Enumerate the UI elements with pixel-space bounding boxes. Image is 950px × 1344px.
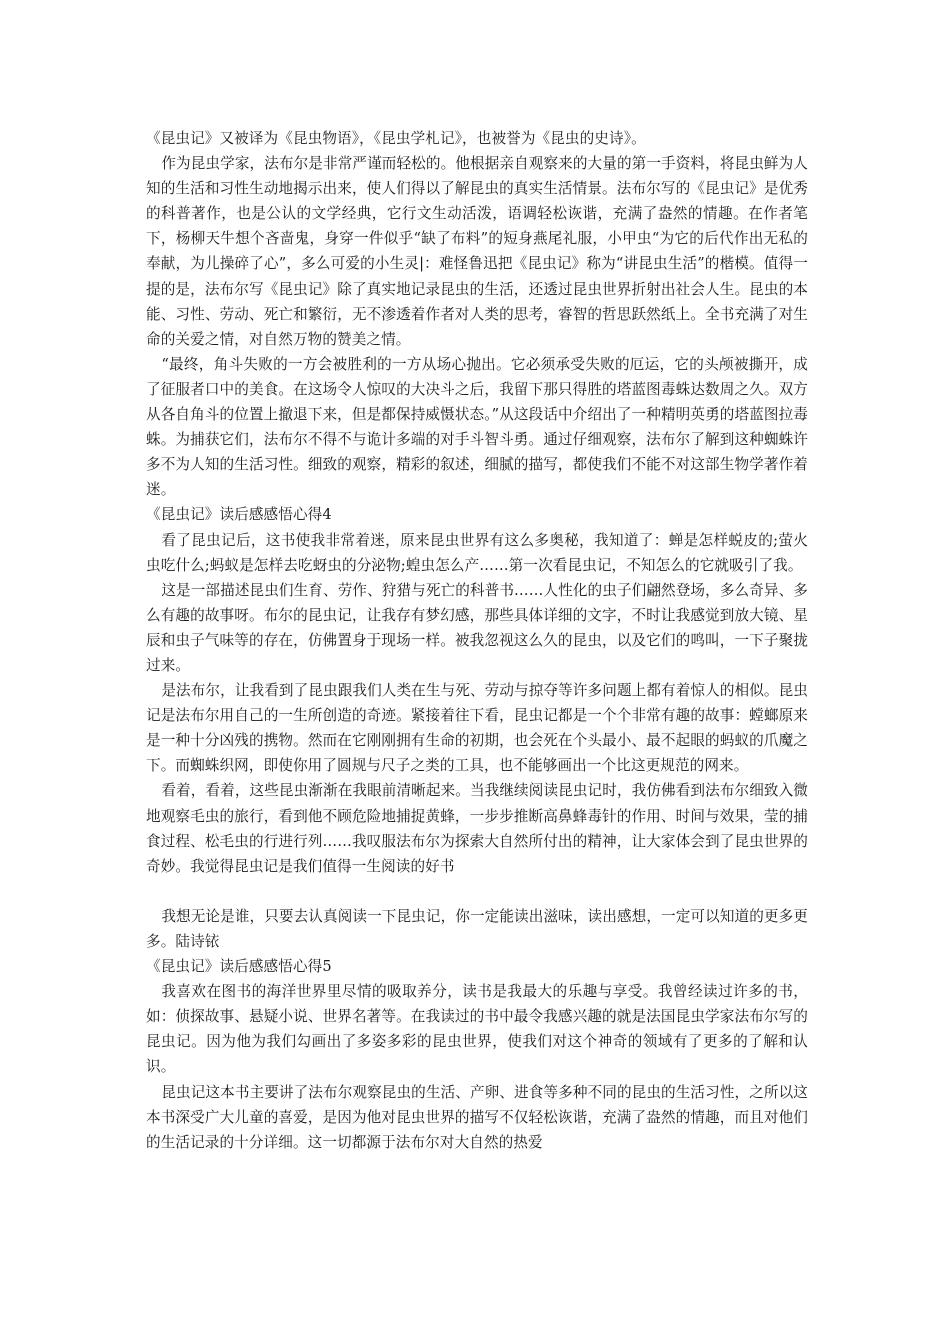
paragraph-tarantula-quote: “最终，角斗失败的一方会被胜利的一方从场心抛出。它必须承受失败的厄运，它的头颅被撕开，成了征服者口中的美食。在这场令人惊叹的大决斗之后，我留下那只得胜的塔蓝图毒蛛达数周之久。双方从各自角斗的位置上撤退下来，但是都保持威慑状态。”从这段话中介绍出了一种精明英勇的塔蓝图拉毒蛛。为捕获它们，法布尔不得不与诡计多端的对手斗智斗勇。通过仔细观察，法布尔了解到这种蜘蛛许多不为人知的生活习性。细致的观察，精彩的叙述，细腻的描写，都使我们不能不对这部生物学著作着迷。 <box>146 355 808 499</box>
paragraph-conclusion-4: 我想无论是谁，只要去认真阅读一下昆虫记，你一定能读出滋味，读出感想，一定可以知道的更多更多。陆诗铱 <box>146 907 808 950</box>
paragraph-fabre-similarity: 是法布尔，让我看到了昆虫跟我们人类在生与死、劳动与掠夺等许多问题上都有着惊人的相似。昆虫记是法布尔用自己的一生所创造的奇迹。紧接着往下看，昆虫记都是一个个非常有趣的故事：螳螂原来是一种十分凶残的携物。然而在它刚刚拥有生命的初期，也会死在个头最小、最不起眼的蚂蚁的爪魔之下。而蜘蛛织网，即使你用了圆规与尺子之类的工具，也不能够画出一个比这更规范的网来。 <box>146 682 808 775</box>
paragraph-science-book: 这是一部描述昆虫们生育、劳作、狩猎与死亡的科普书……人性化的虫子们翩然登场，多么奇异、多么有趣的故事呀。布尔的昆虫记，让我存有梦幻感，那些具体详细的文字，不时让我感觉到放大镜、星辰和虫子气味等的存在，仿佛置身于现场一样。被我忽视这么久的昆虫，以及它们的鸣叫，一下子聚拢过来。 <box>146 581 808 674</box>
paragraph-watching-insects: 看着，看着，这些昆虫渐渐在我眼前清晰起来。当我继续阅读昆虫记时，我仿佛看到法布尔细致入微地观察毛虫的旅行，看到他不顾危险地捕捉黄蜂，一步步推断高鼻蜂毒针的作用、时间与效果，莹的捕食过程、松毛虫的行进行列……我叹服法布尔为探索大自然所付出的精神，让大家体会到了昆虫世界的奇妙。我觉得昆虫记是我们值得一生阅读的好书 <box>146 782 808 875</box>
section-heading-5: 《昆虫记》读后感感悟心得5 <box>146 958 332 976</box>
paragraph-reading-fascination: 看了昆虫记后，这书使我非常着迷，原来昆虫世界有这么多奥秘，我知道了：蝉是怎样蜕皮的;萤火虫吃什么;蚂蚁是怎样去吃蚜虫的分泌物;蝗虫怎么产……第一次看昆虫记，不知怎么的它就吸引了我。 <box>146 531 808 574</box>
document-body <box>146 126 808 1155</box>
paragraph-love-reading: 我喜欢在图书的海洋世界里尽情的吸取养分，读书是我最大的乐趣与享受。我曾经读过许多的书，如：侦探故事、悬疑小说、世界名著等。在我读过的书中最令我感兴趣的就是法国昆虫学家法布尔写的昆虫记。因为他为我们勾画出了多姿多彩的昆虫世界，使我们对这个神奇的领域有了更多的了解和认识。 <box>146 983 808 1076</box>
paragraph-book-summary: 昆虫记这本书主要讲了法布尔观察昆虫的生活、产卵、进食等多种不同的昆虫的生活习性，之所以这本书深受广大儿童的喜爱，是因为他对昆虫世界的描写不仅轻松诙谐，充满了盎然的情趣，而且对他们的生活记录的十分详细。这一切都源于法布尔对大自然的热爱 <box>146 1083 808 1151</box>
paragraph-intro: 《昆虫记》又被译为《昆虫物语》，《昆虫学札记》，也被誉为《昆虫的史诗》。 <box>146 130 646 147</box>
section-heading-4: 《昆虫记》读后感感悟心得4 <box>146 506 332 524</box>
blank-line <box>146 879 808 904</box>
paragraph-author-style: 作为昆虫学家，法布尔是非常严谨而轻松的。他根据亲自观察来的大量的第一手资料，将昆虫鲜为人知的生活和习性生动地揭示出来，使人们得以了解昆虫的真实生活情景。法布尔写的《昆虫记》是优秀的科普著作，也是公认的文学经典，它行文生动活泼，语调轻松诙谐，充满了盎然的情趣。在作者笔下，杨柳天牛想个吝啬鬼，身穿一件似乎“缺了布料”的短身燕尾礼服，小甲虫“为它的后代作出无私的奉献，为儿操碎了心”，多么可爱的小生灵|：难怪鲁迅把《昆虫记》称为“讲昆虫生活”的楷模。值得一提的是，法布尔写《昆虫记》除了真实地记录昆虫的生活，还透过昆虫世界折射出社会人生。昆虫的本能、习性、劳动、死亡和繁衍，无不渗透着作者对人类的思考，睿智的哲思跃然纸上。全书充满了对生命的关爱之情，对自然万物的赞美之情。 <box>146 155 808 348</box>
